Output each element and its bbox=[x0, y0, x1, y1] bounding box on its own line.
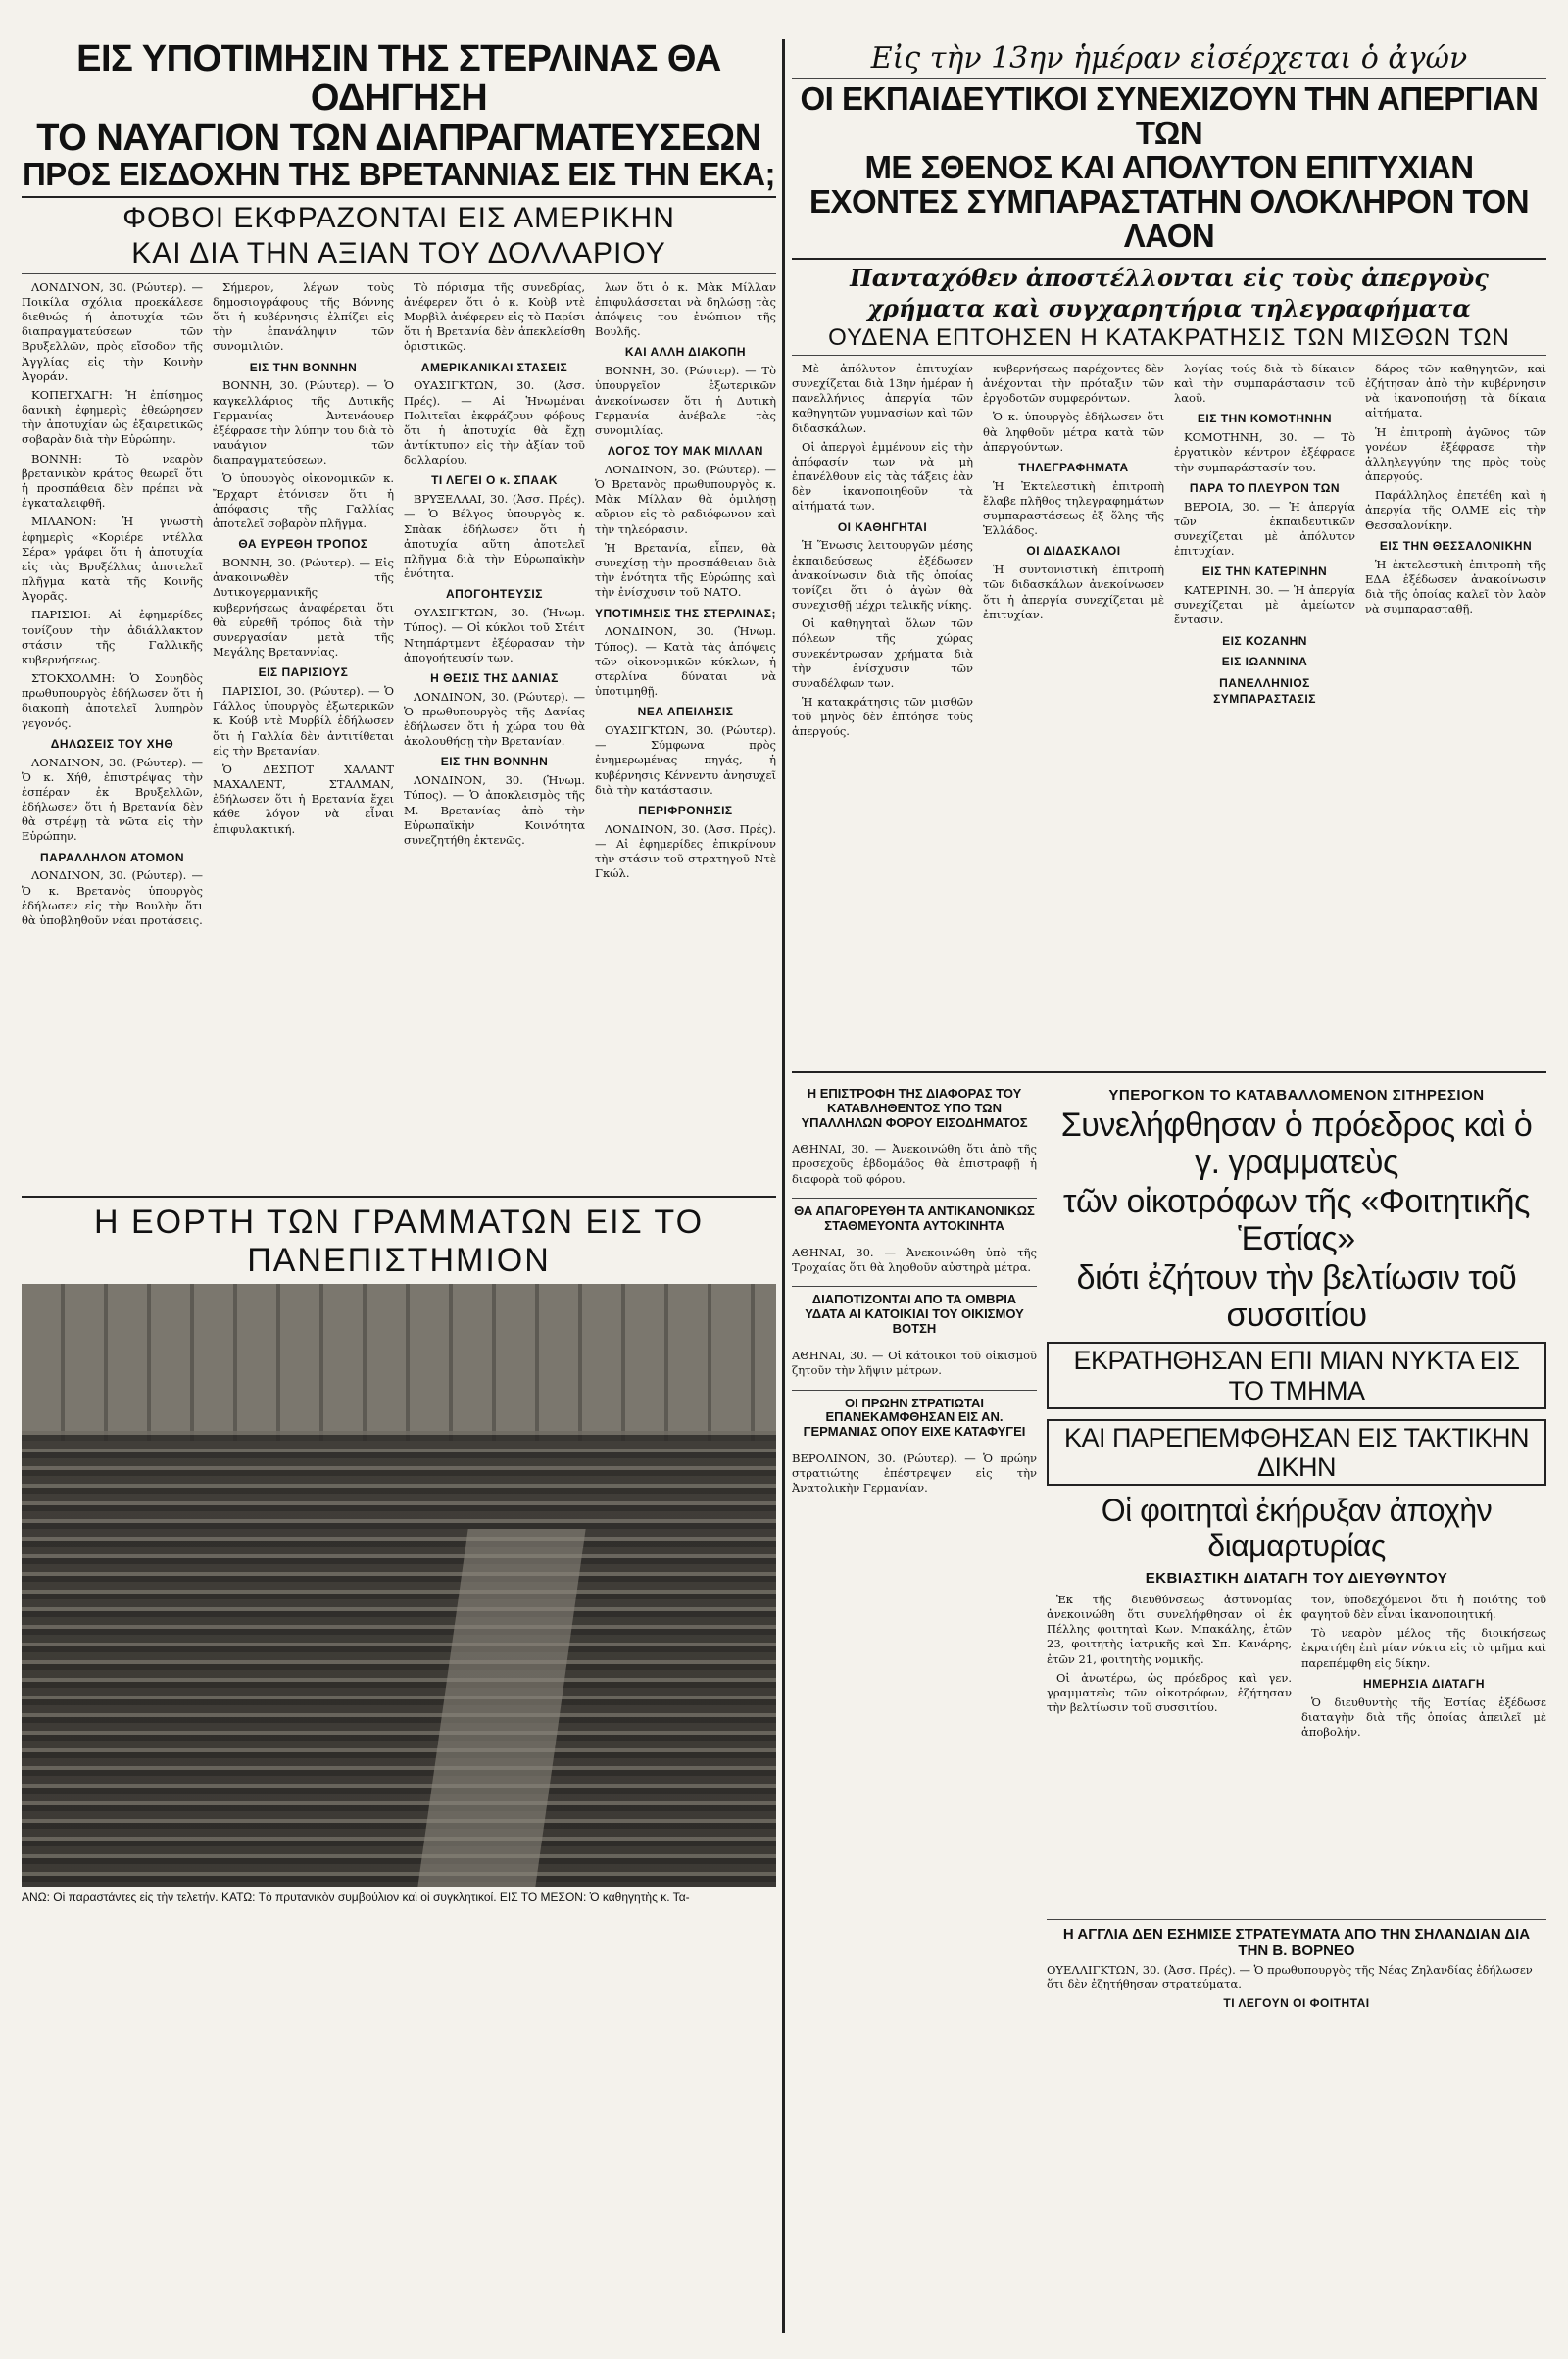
article-subhead: ΠΑΡΑ ΤΟ ΠΛΕΥΡΟΝ ΤΩΝ bbox=[1189, 480, 1341, 495]
article-columns bbox=[22, 280, 776, 1192]
box-1-title: Η ΕΠΙΣΤΡΟΦΗ ΤΗΣ ΔΙΑΦΟΡΑΣ ΤΟΥ ΚΑΤΑΒΛΗΘΕΝΤΟΣ ΥΠΟ ΤΩΝ ΥΠΑΛΛΗΛΩΝ ΦΟΡΟΥ ΕΙΣΟΔΗΜΑΤΟΣ bbox=[801, 1085, 1028, 1130]
student-column-2 bbox=[1301, 1593, 1546, 1916]
subhead-line-2: ΚΑΙ ΔΙΑ ΤΗΝ ΑΞΙΑΝ ΤΟΥ ΔΟΛΛΑΡΙΟΥ bbox=[131, 236, 666, 270]
strike-headline-line-2: ΜΕ ΣΘΕΝΟΣ ΚΑΙ ΑΠΟΛΥΤΟΝ ΕΠΙΤΥΧΙΑΝ bbox=[864, 148, 1474, 185]
article-subhead: ΟΙ ΚΑΘΗΓΗΤΑΙ bbox=[837, 519, 928, 534]
article-subhead: Η ΘΕΣΙΣ ΤΗΣ ΔΑΝΙΑΣ bbox=[430, 670, 559, 685]
article-paragraph: ΛΟΝΔΙΝΟΝ, 30. (Ρώυτερ). — Ποικίλα σχόλια προεκάλεσε διεθνώς ή ἀποτυχία τῶν διαπραγματεύσεων τῶν Βρυξελλῶν, πρὸς εἴσοδον τῆς Ἀγγλίας εἰς τὴν Κοινὴν Ἀγοράν. bbox=[22, 279, 203, 383]
article-column-4 bbox=[595, 280, 776, 1192]
bottom-box-text: ΟΥΕΛΛΙΓΚΤΩΝ, 30. (Ἀσσ. Πρές). — Ὁ πρωθυπουργὸς τῆς Νέας Ζηλανδίας ἐδήλωσεν ὅτι δὲν ἐζητήθησαν στρατεύματα. bbox=[1047, 1963, 1533, 1991]
article-paragraph: ΛΟΝΔΙΝΟΝ, 30. (Ἡνωμ. Τύπος). — Ὁ ἀποκλεισμὸς τῆς Μ. Βρετανίας ἀπὸ τὴν Εὐρωπαϊκὴν Κοινότητα συνεζητήθη ἐκτενῶς. bbox=[404, 773, 585, 847]
article-paragraph: ΛΟΝΔΙΝΟΝ, 30. (Ρώυτερ). — Ὁ κ. Χήθ, ἐπιστρέψας τὴν ἑσπέραν ἐκ Βρυξελλῶν, ἐδήλωσεν ὅτι ἡ Βρετανία δὲν θὰ στρέψῃ τὰ νῶτα εἰς τὴν Εὐρώπην. bbox=[22, 755, 203, 844]
photo-rule bbox=[22, 1196, 776, 1198]
article-subhead: ΛΟΓΟΣ ΤΟΥ ΜΑΚ ΜΙΛΛΑΝ bbox=[608, 444, 763, 459]
article-paragraph: Μὲ ἀπόλυτον ἐπιτυχίαν συνεχίζεται διὰ 13ην ἡμέραν ἡ πανελλήνιος ἀπεργία τῶν καθηγητῶν γυμνασίων καὶ τῶν διδασκάλων. bbox=[792, 361, 973, 435]
article-paragraph: Ἡ κατακράτησις τῶν μισθῶν τοῦ μηνὸς δὲν ἐπτόησε τοὺς ἀπεργούς. bbox=[792, 695, 973, 739]
article-paragraph: τον, ὑποδεχόμενοι ὅτι ἡ ποιότης τοῦ φαγητοῦ δὲν εἶναι ἱκανοποιητική. bbox=[1301, 1592, 1546, 1622]
article-subhead: ΕΙΣ ΤΗΝ ΚΟΜΟΤΗΝΗΝ bbox=[1197, 412, 1333, 426]
article-subhead: ΠΕΡΙΦΡΟΝΗΣΙΣ bbox=[638, 803, 733, 817]
student-column-1 bbox=[1047, 1593, 1292, 1916]
article-paragraph: κυβερνήσεως παρέχοντες δὲν ἀνέχονται τὴν πρόταξιν τῶν ἐργοδοτῶν συμφερόντων. bbox=[983, 361, 1164, 406]
article-paragraph: Ἡ Ἐκτελεστικὴ ἐπιτροπὴ ἔλαβε πλῆθος τηλεγραφημάτων συμπαραστάσεως ἐξ ὅλης τῆς Ἑλλάδος. bbox=[983, 478, 1164, 538]
student-headline-abstain: Οἱ φοιτηταὶ ἐκήρυξαν ἀποχὴν διαμαρτυρίας bbox=[1101, 1493, 1493, 1564]
student-kicker: ΥΠΕΡΟΓΚΟΝ ΤΟ ΚΑΤΑΒΑΛΛΟΜΕΝΟΝ ΣΙΤΗΡΕΣΙΟΝ bbox=[1108, 1086, 1485, 1104]
student-headline-line-1: Συνελήφθησαν ὁ πρόεδρος καὶ ὁ γ. γραμματεὺς bbox=[1060, 1106, 1533, 1181]
framed-line-1: ΕΚΡΑΤΗΘΗΣΑΝ ΕΠΙ ΜΙΑΝ ΝΥΚΤΑ ΕΙΣ ΤΟ ΤΜΗΜΑ bbox=[1047, 1342, 1546, 1408]
article-paragraph: λων ὅτι ὁ κ. Μὰκ Μίλλαν ἐπιφυλάσσεται νὰ δηλώσῃ τὰς ἀπόψεις του ἐνώπιον τῆς Βουλῆς. bbox=[595, 279, 776, 339]
article-paragraph: ΒΟΝΝΗ, 30. (Ρώυτερ). — Τὸ ὑπουργεῖον ἐξωτερικῶν ἀνεκοίνωσεν ὅτι ἡ Δυτικὴ Γερμανία ἀνέβαλε τὰς συνομιλίας. bbox=[595, 364, 776, 437]
article-paragraph: ΠΑΡΙΣΙΟΙ: Αἱ ἐφημερίδες τονίζουν τὴν ἀδιάλλακτον στάσιν τῆς Γαλλικῆς κυβερνήσεως. bbox=[22, 608, 203, 666]
article-paragraph: ΒΟΝΝΗ: Τὸ νεαρὸν βρετανικὸν κράτος θεωρεῖ ὅτι ἡ προσπάθεια δὲν πρέπει νὰ ἐγκαταλειφθῆ. bbox=[22, 451, 203, 511]
lower-area bbox=[792, 1081, 1546, 2081]
article-subhead: ΕΙΣ ΤΗΝ ΒΟΝΝΗΝ bbox=[440, 755, 549, 769]
lower-rule bbox=[792, 1071, 1546, 1073]
box-3-title: ΔΙΑΠΟΤΙΖΟΝΤΑΙ ΑΠΟ ΤΑ ΟΜΒΡΙΑ ΥΔΑΤΑ ΑΙ ΚΑΤΟΙΚΙΑΙ ΤΟΥ ΟΙΚΙΣΜΟΥ ΒΟΤΣΗ bbox=[805, 1292, 1024, 1337]
article-subhead: ΝΕΑ ΑΠΕΙΛΗΣΙΣ bbox=[637, 705, 734, 719]
article-subhead: ΕΙΣ ΚΟΖΑΝΗΝ bbox=[1222, 633, 1307, 648]
article-paragraph: δάρος τῶν καθηγητῶν, καὶ ἐζήτησαν ἀπὸ τὴν κυβέρνησιν νὰ ἱκανοποιήσῃ τὰ δίκαια αἰτήματα. bbox=[1365, 361, 1546, 420]
article-paragraph: λογίας τούς διὰ τὸ δίκαιον καὶ τὴν συμπαράστασιν τοῦ λαοῦ. bbox=[1174, 361, 1355, 406]
bottom-box-rule bbox=[1047, 1919, 1546, 1920]
article-paragraph: ΜΙΛΑΝΟΝ: Ἡ γνωστὴ ἐφημερὶς «Κοριέρε ντέλλα Σέρα» γράφει ὅτι ἡ ἀποτυχία εἰς τὰς Βρυξέλλας ἀποτελεῖ πλῆγμα κατὰ τῆς Κοινῆς Ἀγορᾶς. bbox=[22, 515, 203, 604]
box-2-title: ΘΑ ΑΠΑΓΟΡΕΥΘΗ ΤΑ ΑΝΤΙΚΑΝΟΝΙΚΩΣ ΣΤΑΘΜΕΥΟΝΤΑ ΑΥΤΟΚΙΝΗΤΑ bbox=[794, 1204, 1035, 1234]
article-paragraph: ΒΕΡΟΙΑ, 30. — Ἡ ἀπεργία τῶν ἐκπαιδευτικῶν συνεχίζεται μὲ ἀπόλυτον ἐπιτυχίαν. bbox=[1174, 499, 1355, 559]
university-ceremony-photo bbox=[22, 1284, 776, 1887]
article-subhead: ΕΙΣ ΤΗΝ ΚΑΤΕΡΙΝΗΝ bbox=[1201, 565, 1328, 579]
article-subhead: ΠΑΝΕΛΛΗΝΙΟΣ ΣΥΜΠΑΡΑΣΤΑΣΙΣ bbox=[1213, 676, 1316, 707]
main-headline-line-1: ΕΙΣ ΥΠΟΤΙΜΗΣΙΝ ΤΗΣ ΣΤΕΡΛΙΝΑΣ ΘΑ ΟΔΗΓΗΣΗ bbox=[76, 38, 721, 120]
box-2-text: ΑΘΗΝΑΙ, 30. — Ἀνεκοινώθη ὑπὸ τῆς Τροχαίας ὅτι θὰ ληφθοῦν αὐστηρὰ μέτρα. bbox=[792, 1245, 1037, 1274]
article-paragraph: ΒΡΥΞΕΛΛΑΙ, 30. (Ἀσσ. Πρές). — Ὁ Βέλγος ὑπουργὸς κ. Σπὰακ ἐδήλωσεν ὅτι ἡ ἀποτυχία αὕτη ἀποτελεῖ πλῆγμα διὰ τὴν Εὐρωπαϊκὴν ἑνότητα. bbox=[404, 492, 585, 581]
left-section bbox=[22, 39, 776, 1904]
photo-caption: ΑΝΩ: Οἱ παραστάντες εἰς τὴν τελετήν. ΚΑΤΩ: Τὸ πρυτανικὸν συμβούλιον καὶ οἱ συγκλητικοί. ΕΙΣ ΤΟ ΜΕΣΟΝ: Ὁ καθηγητὴς κ. Τα- bbox=[22, 1890, 690, 1904]
article-paragraph: Οἱ ἀνωτέρω, ὡς πρόεδρος καὶ γεν. γραμματεὺς τῶν οἰκοτρόφων, ἐζήτησαν τὴν βελτίωσιν τοῦ συσσιτίου. bbox=[1047, 1670, 1292, 1715]
article-paragraph: Ὁ ΔΕΣΠΟΤ ΧΑΛΑΝΤ ΜΑΧΑΛΕΝΤ, ΣΤΑΛΜΑΝ, ἐδήλωσεν ὅτι ἡ Βρετανία ἔχει κάθε λόγον νὰ εἶναι ἐπιφυλακτική. bbox=[213, 762, 394, 836]
article-paragraph: ΟΥΑΣΙΓΚΤΩΝ, 30. (Ἀσσ. Πρές). — Αἱ Ἡνωμέναι Πολιτεῖαι ἐκφράζουν φόβους ὅτι ἡ ἀποτυχία θὰ ἔχῃ ἀντίκτυπον εἰς τὴν ἀξίαν τοῦ δολλαρίου. bbox=[404, 378, 585, 467]
article-paragraph: Ἡ ἐκτελεστικὴ ἐπιτροπὴ τῆς ΕΔΑ ἐξέδωσεν ἀνακοίνωσιν διὰ τῆς ὁποίας καλεῖ τὸν λαὸν νὰ συμπαρασταθῇ. bbox=[1365, 557, 1546, 616]
photo-headline: Η ΕΟΡΤΗ ΤΩΝ ΓΡΑΜΜΑΤΩΝ ΕΙΣ ΤΟ ΠΑΝΕΠΙΣΤΗΜΙΟΝ bbox=[93, 1203, 705, 1279]
student-headline-line-3: διότι ἐζήτουν τὴν βελτίωσιν τοῦ συσσιτίου bbox=[1076, 1259, 1517, 1335]
article-subhead: ΤΙ ΛΕΓΕΙ Ο κ. ΣΠΑΑΚ bbox=[431, 473, 558, 488]
strike-subhead-2: χρήματα καὶ συγχαρητήρια τηλεγραφήματα bbox=[867, 293, 1471, 322]
article-paragraph: ΚΑΤΕΡΙΝΗ, 30. — Ἡ ἀπεργία συνεχίζεται μὲ ἀμείωτον ἔντασιν. bbox=[1174, 583, 1355, 627]
article-paragraph: Οἱ καθηγηταὶ ὅλων τῶν πόλεων τῆς χώρας συνεκέντρωσαν χρήματα διὰ τὴν ἐνίσχυσιν τῶν συναδέλφων των. bbox=[792, 616, 973, 690]
article-paragraph: ΠΑΡΙΣΙΟΙ, 30. (Ρώυτερ). — Ὁ Γάλλος ὑπουργὸς ἐξωτερικῶν κ. Κούβ ντὲ Μυρβίλ ἐδήλωσεν ὅτι ἡ Γαλλία δὲν ἀντιτίθεται εἰς τὴν Βρετανίαν. bbox=[213, 684, 394, 758]
article-subhead: ΕΙΣ ΤΗΝ ΒΟΝΝΗΝ bbox=[249, 360, 358, 374]
article-paragraph: ΒΟΝΝΗ, 30. (Ρώυτερ). — Εἰς ἀνακοινωθὲν τῆς Δυτικογερμανικῆς κυβερνήσεως ἀναφέρεται ὅτι θὰ εὑρεθῆ τρόπος διὰ τὴν συνεργασίαν μετὰ τῆς Μεγάλης Βρεταννίας. bbox=[213, 556, 394, 660]
article-subhead: ΕΙΣ ΠΑΡΙΣΙΟΥΣ bbox=[258, 665, 349, 680]
strike-headline-line-1: ΟΙ ΕΚΠΑΙΔΕΥΤΙΚΟΙ ΣΥΝΕΧΙΖΟΥΝ ΤΗΝ ΑΠΕΡΓΙΑΝ ΤΩΝ bbox=[800, 80, 1539, 151]
article-column-2 bbox=[213, 280, 394, 1192]
right-section bbox=[792, 39, 1546, 2081]
strike-subhead-3: ΟΥΔΕΝΑ ΕΠΤΟΗΣΕΝ Η ΚΑΤΑΚΡΑΤΗΣΙΣ ΤΩΝ ΜΙΣΘΩΝ ΤΩΝ bbox=[828, 323, 1510, 351]
article-subhead: ΘΑ ΕΥΡΕΘΗ ΤΡΟΠΟΣ bbox=[238, 537, 368, 552]
article-paragraph: ΚΟΜΟΤΗΝΗ, 30. — Τὸ ἐργατικὸν κέντρον ἐξέφρασε τὴν συμπαράστασίν του. bbox=[1174, 430, 1355, 474]
article-paragraph: Τὸ πόρισμα τῆς συνεδρίας, ἀνέφερεν ὅτι ὁ κ. Κοὺβ ντὲ Μυρβὶλ ἀνέφερεν εἰς τὸ Παρίσι ὅτι ἡ Βρετανία δὲν ἀπεκλείσθη ὁριστικῶς. bbox=[404, 279, 585, 354]
article-paragraph: ΛΟΝΔΙΝΟΝ, 30. (Ρώυτερ). — Ὁ κ. Βρετανὸς ὑπουργὸς ἐδήλωσεν εἰς τὴν Βουλὴν ὅτι θὰ ὑποβληθοῦν νέαι προτάσεις. bbox=[22, 868, 203, 927]
article-paragraph: Ἡ ἐπιτροπὴ ἀγῶνος τῶν γονέων ἐξέφρασε τὴν ἀλληλεγγύην της πρὸς τοὺς ἀπεργούς. bbox=[1365, 424, 1546, 484]
framed-line-2: ΚΑΙ ΠΑΡΕΠΕΜΦΘΗΣΑΝ ΕΙΣ ΤΑΚΤΙΚΗΝ ΔΙΚΗΝ bbox=[1047, 1419, 1546, 1486]
bottom-subhead: ΤΙ ΛΕΓΟΥΝ ΟΙ ΦΟΙΤΗΤΑΙ bbox=[1223, 1996, 1370, 2011]
box-4-title: ΟΙ ΠΡΩΗΝ ΣΤΡΑΤΙΩΤΑΙ ΕΠΑΝΕΚΑΜΦΘΗΣΑΝ ΕΙΣ ΑΝ. ΓΕΡΜΑΝΙΑΣ ΟΠΟΥ ΕΙΧΕ ΚΑΤΑΦΥΓΕΙ bbox=[803, 1395, 1026, 1440]
photo-wall bbox=[22, 1284, 776, 1441]
box-4-text: ΒΕΡΟΛΙΝΟΝ, 30. (Ρώυτερ). — Ὁ πρώην στρατιώτης ἐπέστρεψεν εἰς τὴν Ἀνατολικὴν Γερμανίαν. bbox=[792, 1450, 1037, 1496]
article-paragraph: ΟΥΑΣΙΓΚΤΩΝ, 30. (Ἡνωμ. Τύπος). — Οἱ κύκλοι τοῦ Στέιτ Ντηπάρτμεντ ἐξέφρασαν τὴν ἀπογοήτευσίν των. bbox=[404, 606, 585, 664]
article-paragraph: Ὁ ὑπουργὸς οἰκονομικῶν κ. Ἔρχαρτ ἐτόνισεν ὅτι ἡ ἀπόφασις τῆς Γαλλίας ἀποτελεῖ σοβαρὸν πλῆγμα. bbox=[213, 471, 394, 530]
article-paragraph: Ὁ διευθυντὴς τῆς Ἑστίας ἐξέδωσε διαταγὴν διὰ τῆς ὁποίας ἀπειλεῖ μὲ ἀποβολήν. bbox=[1301, 1695, 1546, 1739]
article-subhead: ΥΠΟΤΙΜΗΣΙΣ ΤΗΣ ΣΤΕΡΛΙΝΑΣ; bbox=[595, 606, 776, 620]
article-paragraph: ΛΟΝΔΙΝΟΝ, 30. (Ἡνωμ. Τύπος). — Κατὰ τὰς ἀπόψεις τῶν οἰκονομικῶν κύκλων, ἡ στερλίνα δύναται νὰ ὑποτιμηθῇ. bbox=[595, 624, 776, 699]
article-column-1 bbox=[22, 280, 203, 1192]
strike-column-1 bbox=[792, 362, 973, 1067]
article-paragraph: Ὁ κ. ὑπουργὸς ἐδήλωσεν ὅτι θὰ ληφθοῦν μέτρα κατὰ τῶν ἀπεργούντων. bbox=[983, 410, 1164, 454]
strike-kicker: Εἰς τὴν 13ην ἡμέραν εἰσέρχεται ὁ ἀγών bbox=[870, 41, 1468, 75]
subhead-line-1: ΦΟΒΟΙ ΕΚΦΡΑΖΟΝΤΑΙ ΕΙΣ ΑΜΕΡΙΚΗΝ bbox=[122, 201, 675, 234]
article-paragraph: ΚΟΠΕΓΧΑΓΗ: Ἡ ἐπίσημος δανικὴ ἐφημερὶς ἐθεώρησεν τὴν ἀποτυχίαν ὡς ἐξαιρετικῶς σοβαρὰν διὰ τὴν Εὐρώπην. bbox=[22, 387, 203, 447]
article-paragraph: ΣΤΟΚΧΟΛΜΗ: Ὁ Σουηδὸς πρωθυπουργὸς ἐδήλωσεν ὅτι ἡ διακοπὴ ἀποτελεῖ λυπηρὸν γεγονός. bbox=[22, 671, 203, 730]
article-subhead: ΤΗΛΕΓΡΑΦΗΜΑΤΑ bbox=[1018, 460, 1129, 474]
article-paragraph: Ἐκ τῆς διευθύνσεως ἀστυνομίας ἀνεκοινώθη ὅτι συνελήφθησαν οἱ ἐκ Πέλλης φοιτηταὶ Κων. Μπακάλης, ἐτῶν 23, φοιτητὴς ἰατρικῆς καὶ Σπ. Κανάρης, ἐτῶν 21, φοιτητὴς νομικῆς. bbox=[1047, 1592, 1292, 1666]
short-news-column bbox=[792, 1081, 1037, 2081]
box-3-text: ΑΘΗΝΑΙ, 30. — Οἱ κάτοικοι τοῦ οἰκισμοῦ ζητοῦν τὴν λῆψιν μέτρων. bbox=[792, 1348, 1037, 1377]
article-subhead: ΗΜΕΡΗΣΙΑ ΔΙΑΤΑΓΗ bbox=[1362, 1676, 1486, 1691]
subhead-rule bbox=[22, 273, 776, 274]
strike-column-2 bbox=[983, 362, 1164, 1067]
article-subhead: ΕΙΣ ΙΩΑΝΝΙΝΑ bbox=[1221, 655, 1308, 669]
student-story bbox=[1047, 1081, 1546, 2081]
strike-rule bbox=[792, 258, 1546, 260]
article-paragraph: ΛΟΝΔΙΝΟΝ, 30. (Ρώυτερ). — Ὁ πρωθυπουργὸς τῆς Δανίας ἐδήλωσεν ὅτι ἡ χώρα του θὰ ἀκολουθήσῃ τὴν Βρετανίαν. bbox=[404, 689, 585, 749]
headline-rule bbox=[22, 196, 776, 198]
article-subhead: ΠΑΡΑΛΛΗΛΟΝ ΑΤΟΜΟΝ bbox=[40, 850, 184, 864]
strike-column-4 bbox=[1365, 362, 1546, 1067]
framed-headline-2 bbox=[1047, 1417, 1546, 1488]
article-subhead: ΕΙΣ ΤΗΝ ΘΕΣΣΑΛΟΝΙΚΗΝ bbox=[1379, 538, 1533, 553]
student-subhead: ΕΚΒΙΑΣΤΙΚΗ ΔΙΑΤΑΓΗ ΤΟΥ ΔΙΕΥΘΥΝΤΟΥ bbox=[1145, 1569, 1448, 1587]
article-paragraph: Τὸ νεαρὸν μέλος τῆς διοικήσεως ἐκρατήθη ἐπὶ μίαν νύκτα εἰς τὸ τμῆμα καὶ παρεπέμφθη εἰς δίκην. bbox=[1301, 1626, 1546, 1670]
article-subhead: ΑΠΟΓΟΗΤΕΥΣΙΣ bbox=[446, 587, 543, 602]
article-subhead: ΟΙ ΔΙΔΑΣΚΑΛΟΙ bbox=[1026, 544, 1121, 559]
strike-subhead-1: Πανταχόθεν ἀποστέλλονται εἰς τοὺς ἀπεργοὺς bbox=[850, 263, 1489, 292]
article-paragraph: Ἡ Ἕνωσις λειτουργῶν μέσης ἐκπαιδεύσεως ἐξέδωσεν ἀνακοίνωσιν διὰ τῆς ὁποίας τονίζει ὅτι ὁ ἀγὼν θὰ συνεχισθῇ μέχρι τελικῆς νίκης. bbox=[792, 538, 973, 613]
article-paragraph: ΛΟΝΔΙΝΟΝ, 30. (Ἀσσ. Πρές). — Αἱ ἐφημερίδες ἐπικρίνουν τὴν στάσιν τοῦ στρατηγοῦ Ντὲ Γκώλ. bbox=[595, 821, 776, 881]
article-paragraph: ΛΟΝΔΙΝΟΝ, 30. (Ρώυτερ). — Ὁ Βρετανὸς πρωθυπουργὸς κ. Μὰκ Μίλλαν θὰ ὁμιλήσῃ αὔριον εἰς τὸ ραδιόφωνον καὶ τὴν τηλεόρασιν. bbox=[595, 462, 776, 536]
box-1-text: ΑΘΗΝΑΙ, 30. — Ἀνεκοινώθη ὅτι ἀπὸ τῆς προσεχοῦς ἑβδομάδος θὰ ἐπιστραφῇ ἡ διαφορὰ τοῦ φόρου. bbox=[792, 1142, 1037, 1186]
article-paragraph: Οἱ ἀπεργοὶ ἐμμένουν εἰς τὴν ἀπόφασίν των νὰ μὴ ἐπανέλθουν εἰς τὰς τάξεις ἐὰν δὲν ἱκανοποιηθοῦν τὰ αἰτήματά των. bbox=[792, 439, 973, 514]
article-subhead: ΔΗΛΩΣΕΙΣ ΤΟΥ ΧΗΘ bbox=[50, 736, 174, 751]
strike-columns bbox=[792, 362, 1546, 1067]
main-headline-line-2: ΤΟ ΝΑΥΑΓΙΟΝ ΤΩΝ ΔΙΑΠΡΑΓΜΑΤΕΥΣΕΩΝ bbox=[36, 117, 761, 159]
bottom-box-title: Η ΑΓΓΛΙΑ ΔΕΝ ΕΣΗΜΙΣΕ ΣΤΡΑΤΕΥΜΑΤΑ ΑΠΟ ΤΗΝ ΣΗΛΑΝΔΙΑΝ ΔΙΑ ΤΗΝ Β. ΒΟΡΝΕΟ bbox=[1062, 1925, 1531, 1960]
strike-headline-line-3: ΕΧΟΝΤΕΣ ΣΥΜΠΑΡΑΣΤΑΤΗΝ ΟΛΟΚΛΗΡΟΝ ΤΟΝ ΛΑΟΝ bbox=[808, 182, 1530, 254]
article-paragraph: Ἡ Βρετανία, εἶπεν, θὰ συνεχίσῃ τὴν προσπάθειαν διὰ τὴν ἑνότητα τῆς Εὐρώπης καὶ τὴν ἐνίσχυσιν τοῦ ΝΑΤΟ. bbox=[595, 540, 776, 600]
article-paragraph: Παράλληλος ἐπετέθη καὶ ἡ ἀπεργία τῆς ΟΛΜΕ εἰς τὴν Θεσσαλονίκην. bbox=[1365, 488, 1546, 532]
article-paragraph: ΒΟΝΝΗ, 30. (Ρώυτερ). — Ὁ καγκελλάριος τῆς Δυτικῆς Γερμανίας Ἀντενάουερ ἐξέφρασε τὴν λύπην του διὰ τὸ ναυάγιον τῶν διαπραγματεύσεων. bbox=[213, 378, 394, 467]
box-rule-2 bbox=[792, 1286, 1037, 1287]
article-column-3 bbox=[404, 280, 585, 1192]
student-columns bbox=[1047, 1593, 1546, 1916]
box-rule-3 bbox=[792, 1390, 1037, 1391]
strike-subhead-rule bbox=[792, 355, 1546, 356]
column-divider bbox=[782, 39, 785, 2333]
kicker-rule bbox=[792, 78, 1546, 79]
main-headline-line-3: ΠΡΟΣ ΕΙΣΔΟΧΗΝ ΤΗΣ ΒΡΕΤΑΝΝΙΑΣ ΕΙΣ ΤΗΝ ΕΚΑ; bbox=[22, 155, 776, 192]
framed-headline bbox=[1047, 1340, 1546, 1410]
student-headline-line-2: τῶν οἰκοτρόφων τῆς «Φοιτητικῆς Ἑστίας» bbox=[1063, 1183, 1530, 1258]
strike-column-3 bbox=[1174, 362, 1355, 1067]
article-paragraph: Σήμερον, λέγων τοὺς δημοσιογράφους τῆς Βόννης ὅτι ἡ κυβέρνησις ἐλπίζει εἰς τὴν ἐπανάληψιν τῶν συνομιλιῶν. bbox=[213, 279, 394, 354]
article-paragraph: Ἡ συντονιστικὴ ἐπιτροπὴ τῶν διδασκάλων ἀνεκοίνωσεν ὅτι ἡ ἀπεργία συνεχίζεται μὲ ἐπιτυχίαν. bbox=[983, 563, 1164, 621]
article-subhead: ΑΜΕΡΙΚΑΝΙΚΑΙ ΣΤΑΣΕΙΣ bbox=[420, 360, 568, 374]
article-paragraph: ΟΥΑΣΙΓΚΤΩΝ, 30. (Ρώυτερ). — Σύμφωνα πρὸς ἐνημερωμένας πηγάς, ἡ κυβέρνησις Κέννεντυ ἀνησυχεῖ διὰ τὴν κατάστασιν. bbox=[595, 723, 776, 797]
article-subhead: ΚΑΙ ΑΛΛΗ ΔΙΑΚΟΠΗ bbox=[624, 345, 747, 360]
photo-audience bbox=[22, 1431, 776, 1882]
box-rule-1 bbox=[792, 1198, 1037, 1199]
